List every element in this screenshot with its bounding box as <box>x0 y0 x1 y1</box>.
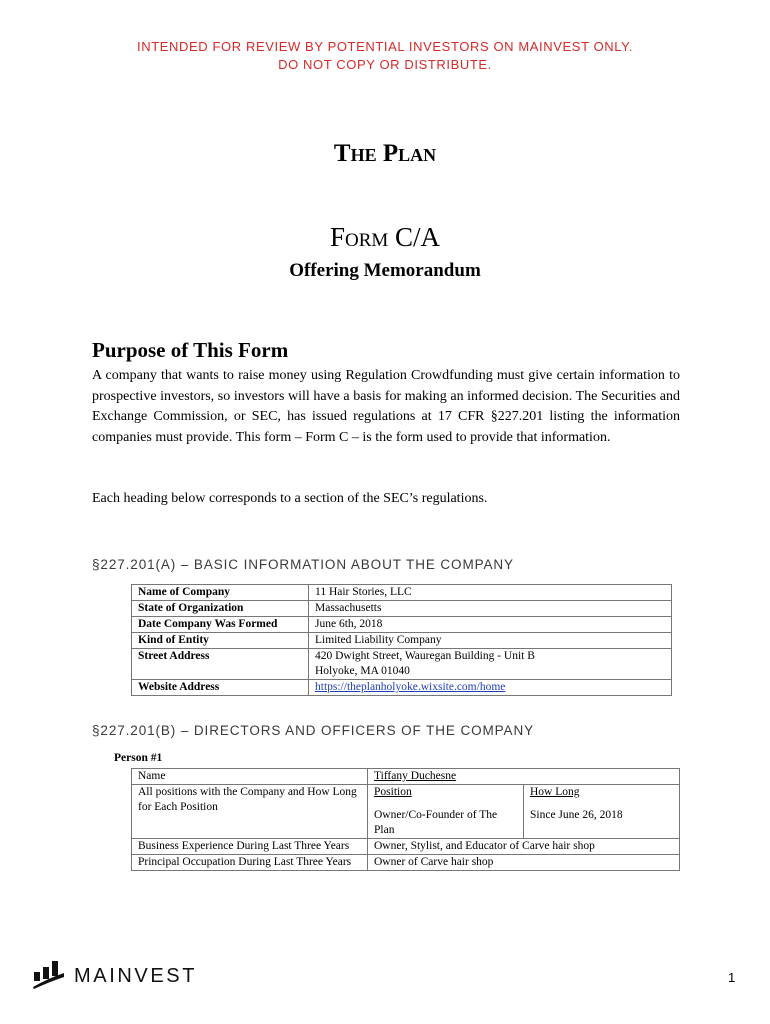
row-value: Limited Liability Company <box>309 633 672 649</box>
position-value: Owner/Co-Founder of The Plan <box>368 800 524 839</box>
purpose-paragraph-1: A company that wants to raise money using Regulation Crowdfunding must give certain information to prospective investors, so investors will have a basis for making an informed decision. The Securities and Exchange Commission, or SEC, has issued regulations at 17 CFR §227.201 listing the information companies must provide. This form – Form C – is the form used to provide that information. <box>92 368 680 446</box>
row-value: Massachusetts <box>309 601 672 617</box>
address-line-1: 420 Dwight Street, Wauregan Building - Unit B <box>315 650 535 662</box>
table-row <box>132 680 672 696</box>
person-label: Person #1 <box>114 752 163 764</box>
table-row <box>132 585 672 601</box>
address-line-2: Holyoke, MA 01040 <box>315 665 410 677</box>
table-row <box>132 617 672 633</box>
row-label: Principal Occupation During Last Three Years <box>132 855 368 871</box>
row-label: Date Company Was Formed <box>132 617 309 633</box>
purpose-paragraph-2: Each heading below corresponds to a section of the SEC’s regulations. <box>92 491 488 506</box>
table-row <box>132 649 672 680</box>
row-value: 11 Hair Stories, LLC <box>309 585 672 601</box>
table-row <box>132 855 680 871</box>
purpose-heading: Purpose of This Form <box>92 338 289 362</box>
table-row <box>132 839 680 855</box>
row-label: All positions with the Company and How Long for Each Position <box>132 785 368 839</box>
document-title: The Plan <box>333 140 437 167</box>
mainvest-logo-icon <box>32 958 66 995</box>
row-value: Owner of Carve hair shop <box>368 855 680 871</box>
table-row <box>132 601 672 617</box>
how-long-header: How Long <box>530 786 580 798</box>
directors-table <box>131 768 680 871</box>
position-header: Position <box>374 786 412 798</box>
position-header-cell <box>368 785 524 801</box>
row-label: Street Address <box>132 649 309 680</box>
form-title: Form C/A <box>329 222 441 252</box>
basic-information-table <box>131 584 672 696</box>
row-value <box>309 680 672 696</box>
row-label: State of Organization <box>132 601 309 617</box>
distribution-notice <box>0 38 770 74</box>
page-number: 1 <box>728 970 736 985</box>
row-value: June 6th, 2018 <box>309 617 672 633</box>
row-label: Name <box>132 769 368 785</box>
person-name: Tiffany Duchesne <box>374 770 457 782</box>
row-value: Owner, Stylist, and Educator of Carve hair shop <box>368 839 680 855</box>
notice-line-1: INTENDED FOR REVIEW BY POTENTIAL INVESTORS ON MAINVEST ONLY. <box>137 39 633 54</box>
row-label: Business Experience During Last Three Years <box>132 839 368 855</box>
section-b-heading: §227.201(B) – DIRECTORS AND OFFICERS OF THE COMPANY <box>92 723 534 738</box>
table-row <box>132 633 672 649</box>
how-long-value: Since June 26, 2018 <box>524 800 680 839</box>
website-link[interactable]: https://theplanholyoke.wixsite.com/home <box>315 681 506 693</box>
row-label: Website Address <box>132 680 309 696</box>
row-value <box>368 769 680 785</box>
mainvest-brand <box>32 958 197 995</box>
section-a-heading: §227.201(A) – BASIC INFORMATION ABOUT THE COMPANY <box>92 557 514 572</box>
table-row <box>132 769 680 785</box>
table-row <box>132 785 680 801</box>
row-label: Kind of Entity <box>132 633 309 649</box>
brand-name: MAINVEST <box>74 965 198 987</box>
row-label: Name of Company <box>132 585 309 601</box>
document-subtitle: Offering Memorandum <box>289 260 481 281</box>
notice-line-2: DO NOT COPY OR DISTRIBUTE. <box>278 57 492 72</box>
row-value <box>309 649 672 680</box>
how-long-header-cell <box>524 785 680 801</box>
